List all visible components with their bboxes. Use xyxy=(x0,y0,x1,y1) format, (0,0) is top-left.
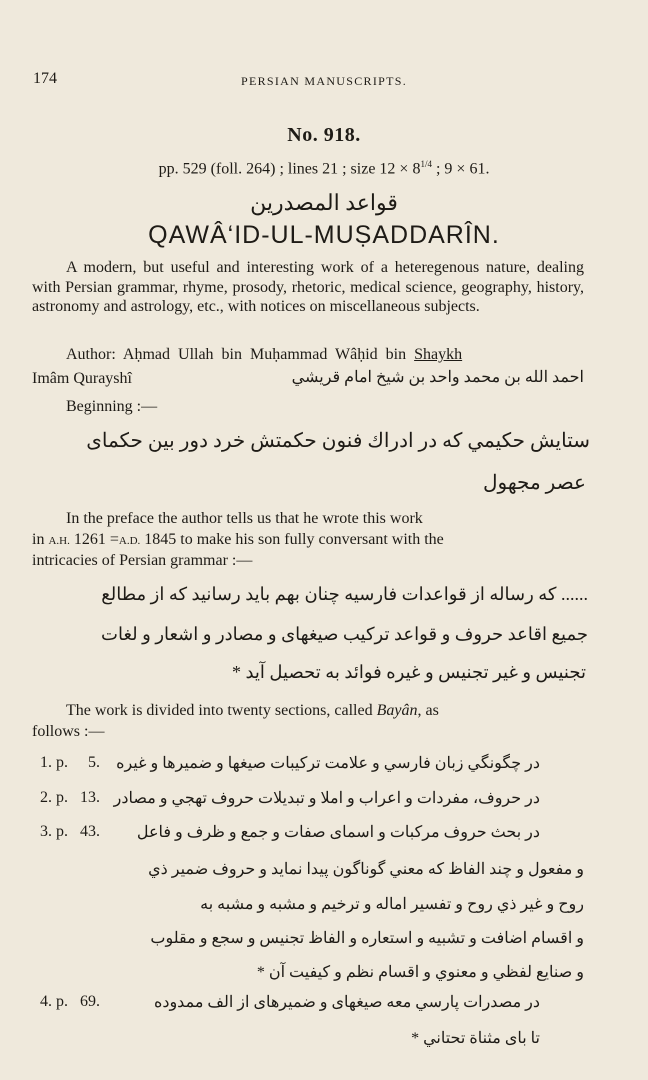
preface-line-1: In the preface the author tells us that he wrote this work xyxy=(66,510,423,527)
section-4-ref xyxy=(40,993,100,1011)
entry-specs xyxy=(0,159,648,178)
section-4-page: 69. xyxy=(80,993,100,1010)
author-shaykh: Shaykh xyxy=(414,346,463,363)
quote-arabic-1: ...... كه رساله از قواعدات فارسيه چنان بهم بايد رسانيد كه از مطالع xyxy=(101,584,588,604)
section-3-arabic: در بحث حروف مركبات و اسماى صفات و جمع و ظرف و فاعل xyxy=(136,824,540,841)
section-3-label: 3. p. xyxy=(40,823,68,840)
section-2-arabic: در حروف، مفردات و اعراب و املا و تبديلات حروف تهجي و مصادر xyxy=(113,790,540,807)
division-text: The work is divided into twenty sections, called xyxy=(66,702,373,719)
section-2-label: 2. p. xyxy=(40,789,68,806)
division-tail: , as xyxy=(417,702,439,719)
beginning-label: Beginning :— xyxy=(66,398,158,415)
division-line-2: follows :— xyxy=(32,723,105,740)
description: A modern, but useful and interesting work of a heteregenous nature, dealing with Persian grammar, rhyme, prosody, rhetoric, medical science, geography, history, astronomy and astrology, etc., with notices on miscellaneous subjects. xyxy=(32,259,584,316)
preface-in: in xyxy=(32,531,45,548)
beginning-arabic-1: ستايش حكيمي كه در ادراك فنون حكمتش خرد دور بين حكماى xyxy=(86,430,590,452)
quote-arabic-2: جميع اقاعد حروف و قواعد تركيب صيغهاى و مصادر و اشعار و لغات xyxy=(101,624,588,644)
author-line xyxy=(32,346,584,364)
title-latin: QAWÂ‘ID-UL-MUṢADDARÎN. xyxy=(148,221,500,249)
era-ah: A.H. xyxy=(48,535,70,547)
preface-rest: 1845 to make his son fully conversant with the xyxy=(144,531,444,548)
specs-fraction: 1/4 xyxy=(420,159,432,169)
specs-suffix: ; 9 × 61. xyxy=(435,160,490,178)
section-1-arabic: در چگونگي زبان فارسي و علامت تركيبات صيغها و ضميرها و غيره xyxy=(116,755,540,772)
preface-line-2 xyxy=(32,531,584,549)
quote-arabic-3: تجنيس و غير تجنيس و غيره فوائد به تحصيل آيد * xyxy=(231,662,586,682)
section-3-ref xyxy=(40,823,100,841)
author-name-1: Aḥmad Ullah bin Muḥammad Wâḥid bin xyxy=(122,346,407,363)
bayan-term: Bayân xyxy=(376,702,418,719)
section-3-cont-1: و مفعول و چند الفاظ كه معني گوناگون پيدا نمايد و حروف ضمير ذي xyxy=(148,861,584,878)
section-1-ref xyxy=(40,754,100,772)
preface-line-3: intricacies of Persian grammar :— xyxy=(32,552,253,569)
section-2-page: 13. xyxy=(80,789,100,806)
beginning-arabic-2: عصر مجهول xyxy=(482,472,586,494)
section-4-arabic: در مصدرات پارسي معه صيغهاى و ضميرهاى از الف ممدوده xyxy=(153,994,540,1011)
era-ad: A.D. xyxy=(118,535,141,547)
division-line-1 xyxy=(32,702,584,720)
author-name-2: Imâm Qurayshî xyxy=(32,370,132,387)
preface-year: 1261 = xyxy=(73,531,119,548)
page-number: 174 xyxy=(33,70,57,87)
title-arabic: قواعد المصدرين xyxy=(250,190,398,215)
section-3-cont-3: و اقسام اضافت و تشبيه و استعاره و الفاظ تجنيس و سجع و مقلوب xyxy=(150,930,584,947)
section-4-label: 4. p. xyxy=(40,993,68,1010)
section-1-label: 1. p. xyxy=(40,754,68,771)
author-label: Author: xyxy=(66,346,116,363)
section-2-ref xyxy=(40,789,100,807)
author-name-arabic: احمد الله بن محمد واحد بن شيخ امام قريشي xyxy=(291,369,584,386)
section-1-page: 5. xyxy=(88,754,100,771)
running-title: PERSIAN MANUSCRIPTS. xyxy=(240,74,408,88)
section-3-cont-4: و صنايع لفظي و معنوي و اقسام نظم و كيفيت آن * xyxy=(256,964,584,981)
section-3-page: 43. xyxy=(80,823,100,840)
section-4-cont: تا باى مثناة تحتاني * xyxy=(411,1030,540,1047)
entry-number: No. 918. xyxy=(287,124,361,146)
section-3-cont-2: روح و غير ذي روح و تفسير اماله و ترخيم و مشبه و مشبه به xyxy=(200,896,584,913)
specs-prefix: pp. 529 (foll. 264) ; lines 21 ; size 12 × 8 xyxy=(158,160,421,178)
